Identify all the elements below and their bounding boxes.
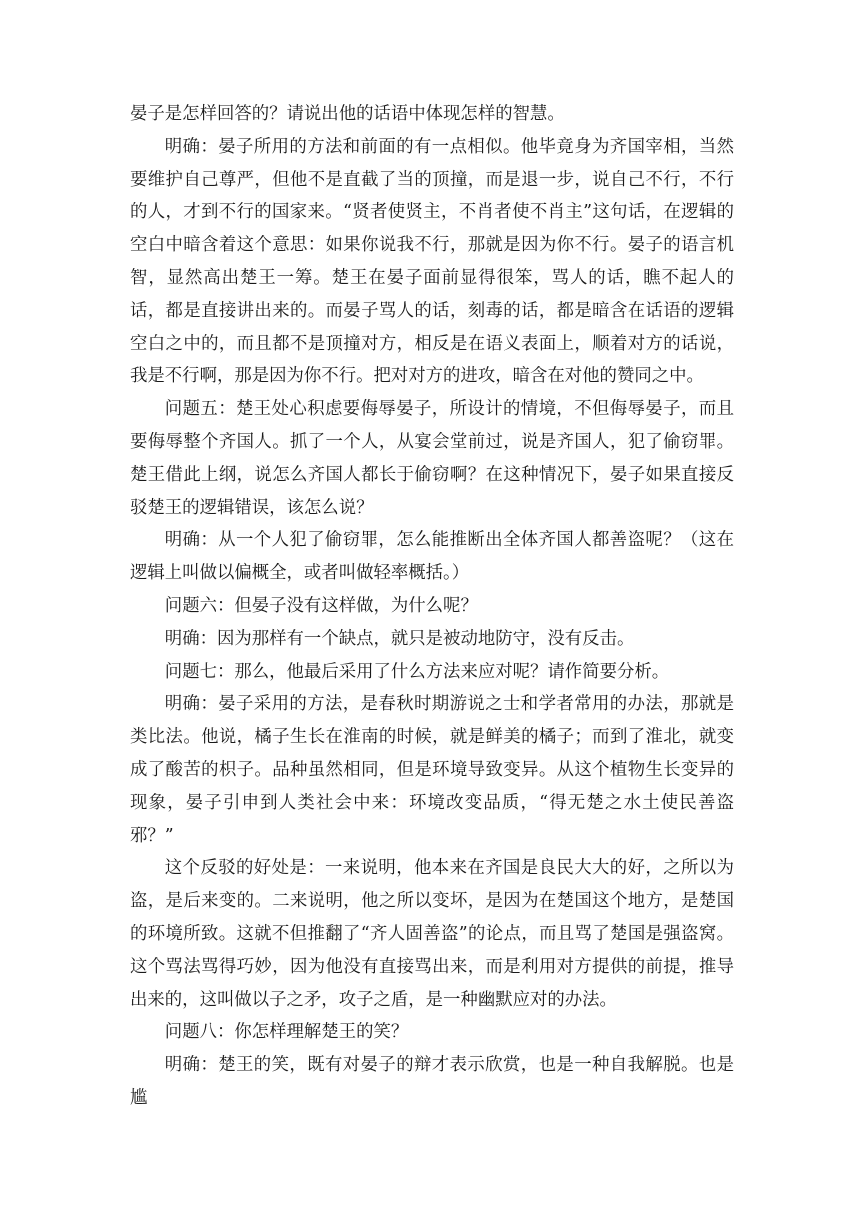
paragraph-question-5: 问题五：楚王处心积虑要侮辱晏子，所设计的情境，不但侮辱晏子，而且要侮辱整个齐国人。抓了一个人，从宴会堂前过，说是齐国人，犯了偷窃罪。楚王借此上纲，说怎么齐国人都长于偷窃啊？在这种情况下，晏子如果直接反驳楚王的逻辑错误，该怎么说？ bbox=[130, 399, 734, 518]
paragraph-question-8: 问题八：你怎样理解楚王的笑？ bbox=[164, 1022, 409, 1043]
paragraph-question-6: 问题六：但晏子没有这样做，为什么呢？ bbox=[164, 595, 478, 616]
paragraph-analysis-7: 这个反驳的好处是：一来说明，他本来在齐国是良民大大的好，之所以为盗，是后来变的。二来说明，他之所以变坏，是因为在楚国这个地方，是楚国的环境所致。这就不但推翻了“齐人固善盗”的论点，而且骂了楚国是强盗窝。这个骂法骂得巧妙，因为他没有直接骂出来，而是利用对方提供的前提，推导出来的，这叫做以子之矛，攻子之盾，是一种幽默应对的办法。 bbox=[130, 858, 734, 1010]
document-body bbox=[130, 98, 734, 1115]
paragraph-answer-4: 明确：晏子所用的方法和前面的有一点相似。他毕竟身为齐国宰相，当然要维护自己尊严，但他不是直截了当的顶撞，而是退一步，说自己不行，不行的人，才到不行的国家来。“贤者使贤主，不肖者使不肖主”这句话，在逻辑的空白中暗含着这个意思：如果你说我不行，那就是因为你不行。晏子的语言机智，显然高出楚王一筹。楚王在晏子面前显得很笨，骂人的话，瞧不起人的话，都是直接讲出来的。而晏子骂人的话，刻毒的话，都是暗含在话语的逻辑空白之中的，而且都不是顶撞对方，相反是在语义表面上，顺着对方的话说，我是不行啊，那是因为你不行。把对对方的进攻，暗含在对他的赞同之中。 bbox=[130, 136, 734, 387]
paragraph-answer-5: 明确：从一个人犯了偷窃罪，怎么能推断出全体齐国人都善盗呢？（这在逻辑上叫做以偏概全，或者叫做轻率概括。） bbox=[130, 530, 734, 584]
paragraph-question-7: 问题七：那么，他最后采用了什么方法来应对呢？请作简要分析。 bbox=[164, 661, 670, 682]
paragraph-answer-7: 明确：晏子采用的方法，是春秋时期游说之士和学者常用的办法，那就是类比法。他说，橘子生长在淮南的时候，就是鲜美的橘子；而到了淮北，就变成了酸苦的枳子。品种虽然相同，但是环境导致变异。从这个植物生长变异的现象，晏子引申到人类社会中来：环境改变品质，“得无楚之水土使民善盗邪？” bbox=[130, 694, 734, 846]
paragraph-answer-6: 明确：因为那样有一个缺点，就只是被动地防守，没有反击。 bbox=[164, 628, 635, 649]
paragraph-answer-8: 明确：楚王的笑，既有对晏子的辩才表示欣赏，也是一种自我解脱。也是尴 bbox=[130, 1055, 734, 1108]
paragraph-question-continuation: 晏子是怎样回答的？请说出他的话语中体现怎样的智慧。 bbox=[130, 104, 565, 124]
